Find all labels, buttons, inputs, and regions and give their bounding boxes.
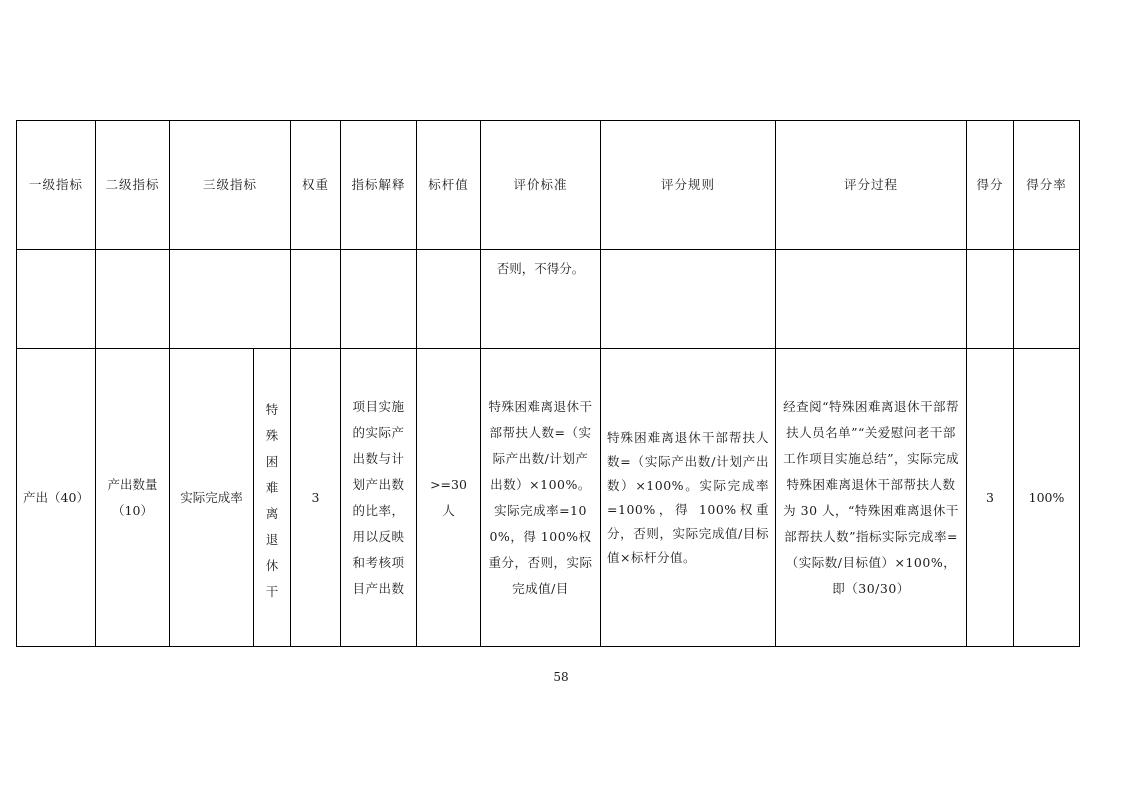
scoring-process-value: 经查阅“特殊困难离退休干部帮扶人员名单”“关爱慰问老干部工作项目实施总结”，实际完成特殊困难离退休干部帮扶人数为 30 人，“特殊困难离退休干部帮扶人数”指标实际完成率=（实际数/目标值）×100%，即（30/30） [776,349,967,647]
level3-sub-value: 特殊困难离退休干 [265,401,279,599]
performance-evaluation-table [16,120,1080,647]
criteria-value: 特殊困难离退休干部帮扶人数=（实际产出数/计划产出数）×100%。实际完成率=100%，得 100%权重分，否则，实际完成值/目 [481,349,601,647]
scoring-rule-value: 特殊困难离退休干部帮扶人数=（实际产出数/计划产出数）×100%。实际完成率=100%，得 100%权重分，否则，实际完成值/目标值×标杆分值。 [601,349,776,647]
cell-empty [96,250,170,349]
explanation-value: 项目实施的实际产出数与计划产出数的比率，用以反映和考核项目产出数 [341,349,417,647]
level3-sub-cell [254,349,291,647]
header-explanation: 指标解释 [341,121,417,250]
level2-value: 产出数量（10） [96,349,170,647]
cell-empty [417,250,481,349]
header-level3: 三级指标 [170,121,291,250]
output-row [17,349,1080,647]
cell-empty [170,250,291,349]
continued-row [17,250,1080,349]
continued-criteria: 否则，不得分。 [481,250,601,349]
header-level1: 一级指标 [17,121,96,250]
weight-value: 3 [291,349,341,647]
cell-empty [1014,250,1080,349]
level3-value: 实际完成率 [170,349,254,647]
header-score-rate: 得分率 [1014,121,1080,250]
cell-empty [601,250,776,349]
score-rate-value: 100% [1014,349,1080,647]
header-scoring-process: 评分过程 [776,121,967,250]
header-scoring-rule: 评分规则 [601,121,776,250]
cell-empty [967,250,1014,349]
cell-empty [291,250,341,349]
cell-empty [17,250,96,349]
benchmark-value: >=30 人 [417,349,481,647]
header-criteria: 评价标准 [481,121,601,250]
cell-empty [341,250,417,349]
header-weight: 权重 [291,121,341,250]
header-benchmark: 标杆值 [417,121,481,250]
header-level2: 二级指标 [96,121,170,250]
cell-empty [776,250,967,349]
header-row [17,121,1080,250]
header-score: 得分 [967,121,1014,250]
score-value: 3 [967,349,1014,647]
level1-value: 产出（40） [17,349,96,647]
page-number: 58 [553,670,569,684]
